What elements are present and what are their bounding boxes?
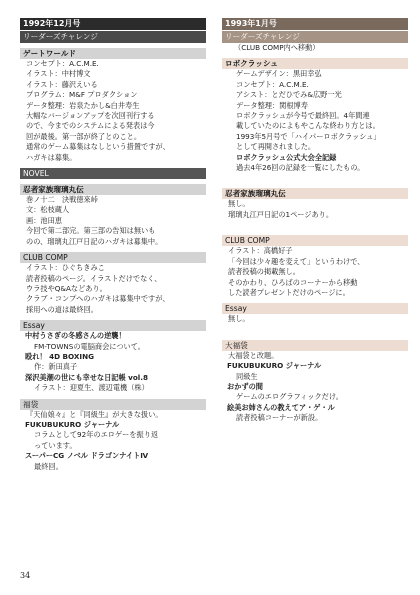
section (222, 303, 408, 324)
section-heading: Essay (222, 303, 408, 314)
item-text: データ整理：岩泉たかし&白井寿生 (26, 100, 140, 110)
item-title: FUKUBUKURO ジャーナル (25, 419, 120, 429)
item-text: 「今回は少々趣を変えて」というわけで、 (228, 256, 365, 266)
item-title: 深沢美潮の世にも幸せな日記帳 vol.8 (25, 372, 148, 382)
item-text: プログラム：M&F プロダクション (26, 90, 138, 100)
item-text: FM-TOWNSの電脳商会について。 (34, 341, 145, 351)
section (222, 58, 408, 173)
item-text: ウラ技やQ&Aなどあり。 (26, 283, 107, 293)
item-text: ハガキは募集。 (26, 152, 77, 162)
item-text: 巻ノ十二 決戦徳來峠 (26, 195, 98, 205)
section-heading: ゲートワールド (20, 48, 206, 59)
item-text: データ整理：関根博寿 (236, 100, 308, 110)
section-heading: CLUB COMP (222, 235, 408, 246)
section-heading: NOVEL (20, 168, 206, 179)
section-heading: 大福袋 (222, 340, 408, 351)
item-text: として再開されました。 (236, 142, 316, 152)
item-text: 読者投稿のページ。イラストだけでなく、 (26, 273, 162, 283)
item-text: 無し。 (228, 314, 250, 324)
section-list (222, 58, 408, 423)
item-text: 大福袋と改題。 (228, 350, 279, 360)
section-heading: 忍者家族瑠璃丸伝 (222, 188, 408, 199)
section-heading: Essay (20, 320, 206, 331)
section-subtitle: リーダーズチャレンジ (222, 31, 408, 43)
item-text: 読者投稿コーナーが新設。 (236, 413, 323, 423)
section-heading: CLUB COMP (20, 252, 206, 263)
item-text: ゲームデザイン：黒田幸弘 (236, 69, 322, 79)
item-text: 通常のゲーム募集はなしという措置ですが、 (26, 142, 170, 152)
section (222, 235, 408, 298)
section-heading: ロボクラッシュ (222, 58, 408, 69)
item-text: 画：池田恵 (26, 215, 62, 225)
section-list (20, 48, 206, 472)
item-text: イラスト：中村博文 (26, 69, 91, 79)
item-text: 回が最後。第一部が終了とのこと。 (26, 131, 142, 141)
item-title: スーパーCG ノベル ドラゴンナイトⅣ (25, 451, 149, 461)
item-title: 殴れ！ 4D BOXING (25, 351, 94, 361)
item-text: 文：松枝蔵人 (26, 205, 70, 215)
item-title: 絵美お姉さんの教えてア・ゲ・ル (227, 402, 335, 412)
item-text: 『天仙娘々』と『同級生』が大きな扱い。 (26, 409, 163, 419)
section-spacer (222, 325, 408, 335)
section (20, 252, 206, 315)
item-text: コンセプト：A.C.M.E. (26, 59, 99, 68)
item-text: ゲームのエログラフィックだけ。 (236, 392, 343, 402)
item-text: そのかわり、ひろばのコーナーから移動 (228, 277, 358, 287)
item-text: 読者投稿の掲載無し。 (228, 267, 300, 277)
issue-header: 1992年12月号 (20, 18, 206, 30)
item-title: FUKUBUKURO ジャーナル (227, 361, 322, 371)
item-text: っています。 (34, 440, 77, 450)
section (20, 184, 206, 247)
item-text: イラスト：藤沢えいる (26, 79, 98, 89)
item-title: おかずの間 (227, 381, 263, 391)
item-text: 1993年5月号で「ハイパーロボクラッシュ」 (236, 131, 381, 141)
section (222, 188, 408, 220)
right-column (222, 18, 408, 424)
item-text: クラブ・コンプへのハガキは募集中ですが、 (26, 294, 170, 304)
item-text: イラスト：ひぐちきみこ (26, 263, 105, 273)
item-text: イラスト：迎夏生、渡辺電機（株） (34, 383, 149, 393)
section-heading: 福袋 (20, 399, 206, 410)
section-heading: 忍者家族瑠璃丸伝 (20, 184, 206, 195)
item-title: ロボクラッシュ公式大会全記録 (236, 152, 337, 162)
section (222, 340, 408, 424)
item-text: 今回で第二部完。第三部の告知は無いも (26, 226, 156, 236)
item-text: した読者プレゼントだけのページに。 (228, 287, 350, 297)
item-text: 瑠璃丸江戸日記の1ページあり。 (228, 209, 334, 219)
item-text: イラスト：高橋好子 (228, 246, 293, 256)
item-text: アシスト：とだひでみ&広野一光 (236, 90, 342, 100)
item-text: コンセプト：A.C.M.E. (236, 79, 309, 89)
item-text: 最終回。 (34, 461, 63, 471)
item-text: 大幅なバージョンアップを次回刊行する (26, 111, 155, 121)
item-text: 無し。 (228, 199, 250, 209)
item-text: ので、今までのシステムによる発表は今 (26, 121, 155, 131)
item-title: 中村うさぎの冬感さんの逆襲！ (25, 331, 126, 341)
item-text: ロボクラッシュが今号で最終回。4年間連 (236, 111, 370, 121)
section-subtitle: リーダーズチャレンジ (20, 31, 206, 43)
section (20, 168, 206, 179)
section (20, 320, 206, 393)
page-number: 34 (20, 571, 31, 580)
section (20, 399, 206, 472)
issue-header: 1993年1月号 (222, 18, 408, 30)
item-text: 作：新田真子 (34, 362, 78, 372)
section-spacer (222, 220, 408, 230)
left-column (20, 18, 206, 472)
item-text: 載していたのによもやこんな終わり方とは。 (236, 121, 380, 131)
item-text: コラムとして92年のエロゲーを振り返 (34, 430, 159, 440)
move-note: （CLUB COMP内へ移動） (234, 43, 320, 52)
item-text: のの、瑠璃丸江戸日記のハガキは募集中。 (26, 236, 163, 246)
item-text: 採用への道は最終回。 (26, 304, 98, 314)
section-spacer (222, 173, 408, 183)
item-text: 同級生 (236, 371, 258, 381)
section (20, 48, 206, 163)
item-text: 過去4年26回の記録を一覧にしたもの。 (236, 163, 365, 173)
